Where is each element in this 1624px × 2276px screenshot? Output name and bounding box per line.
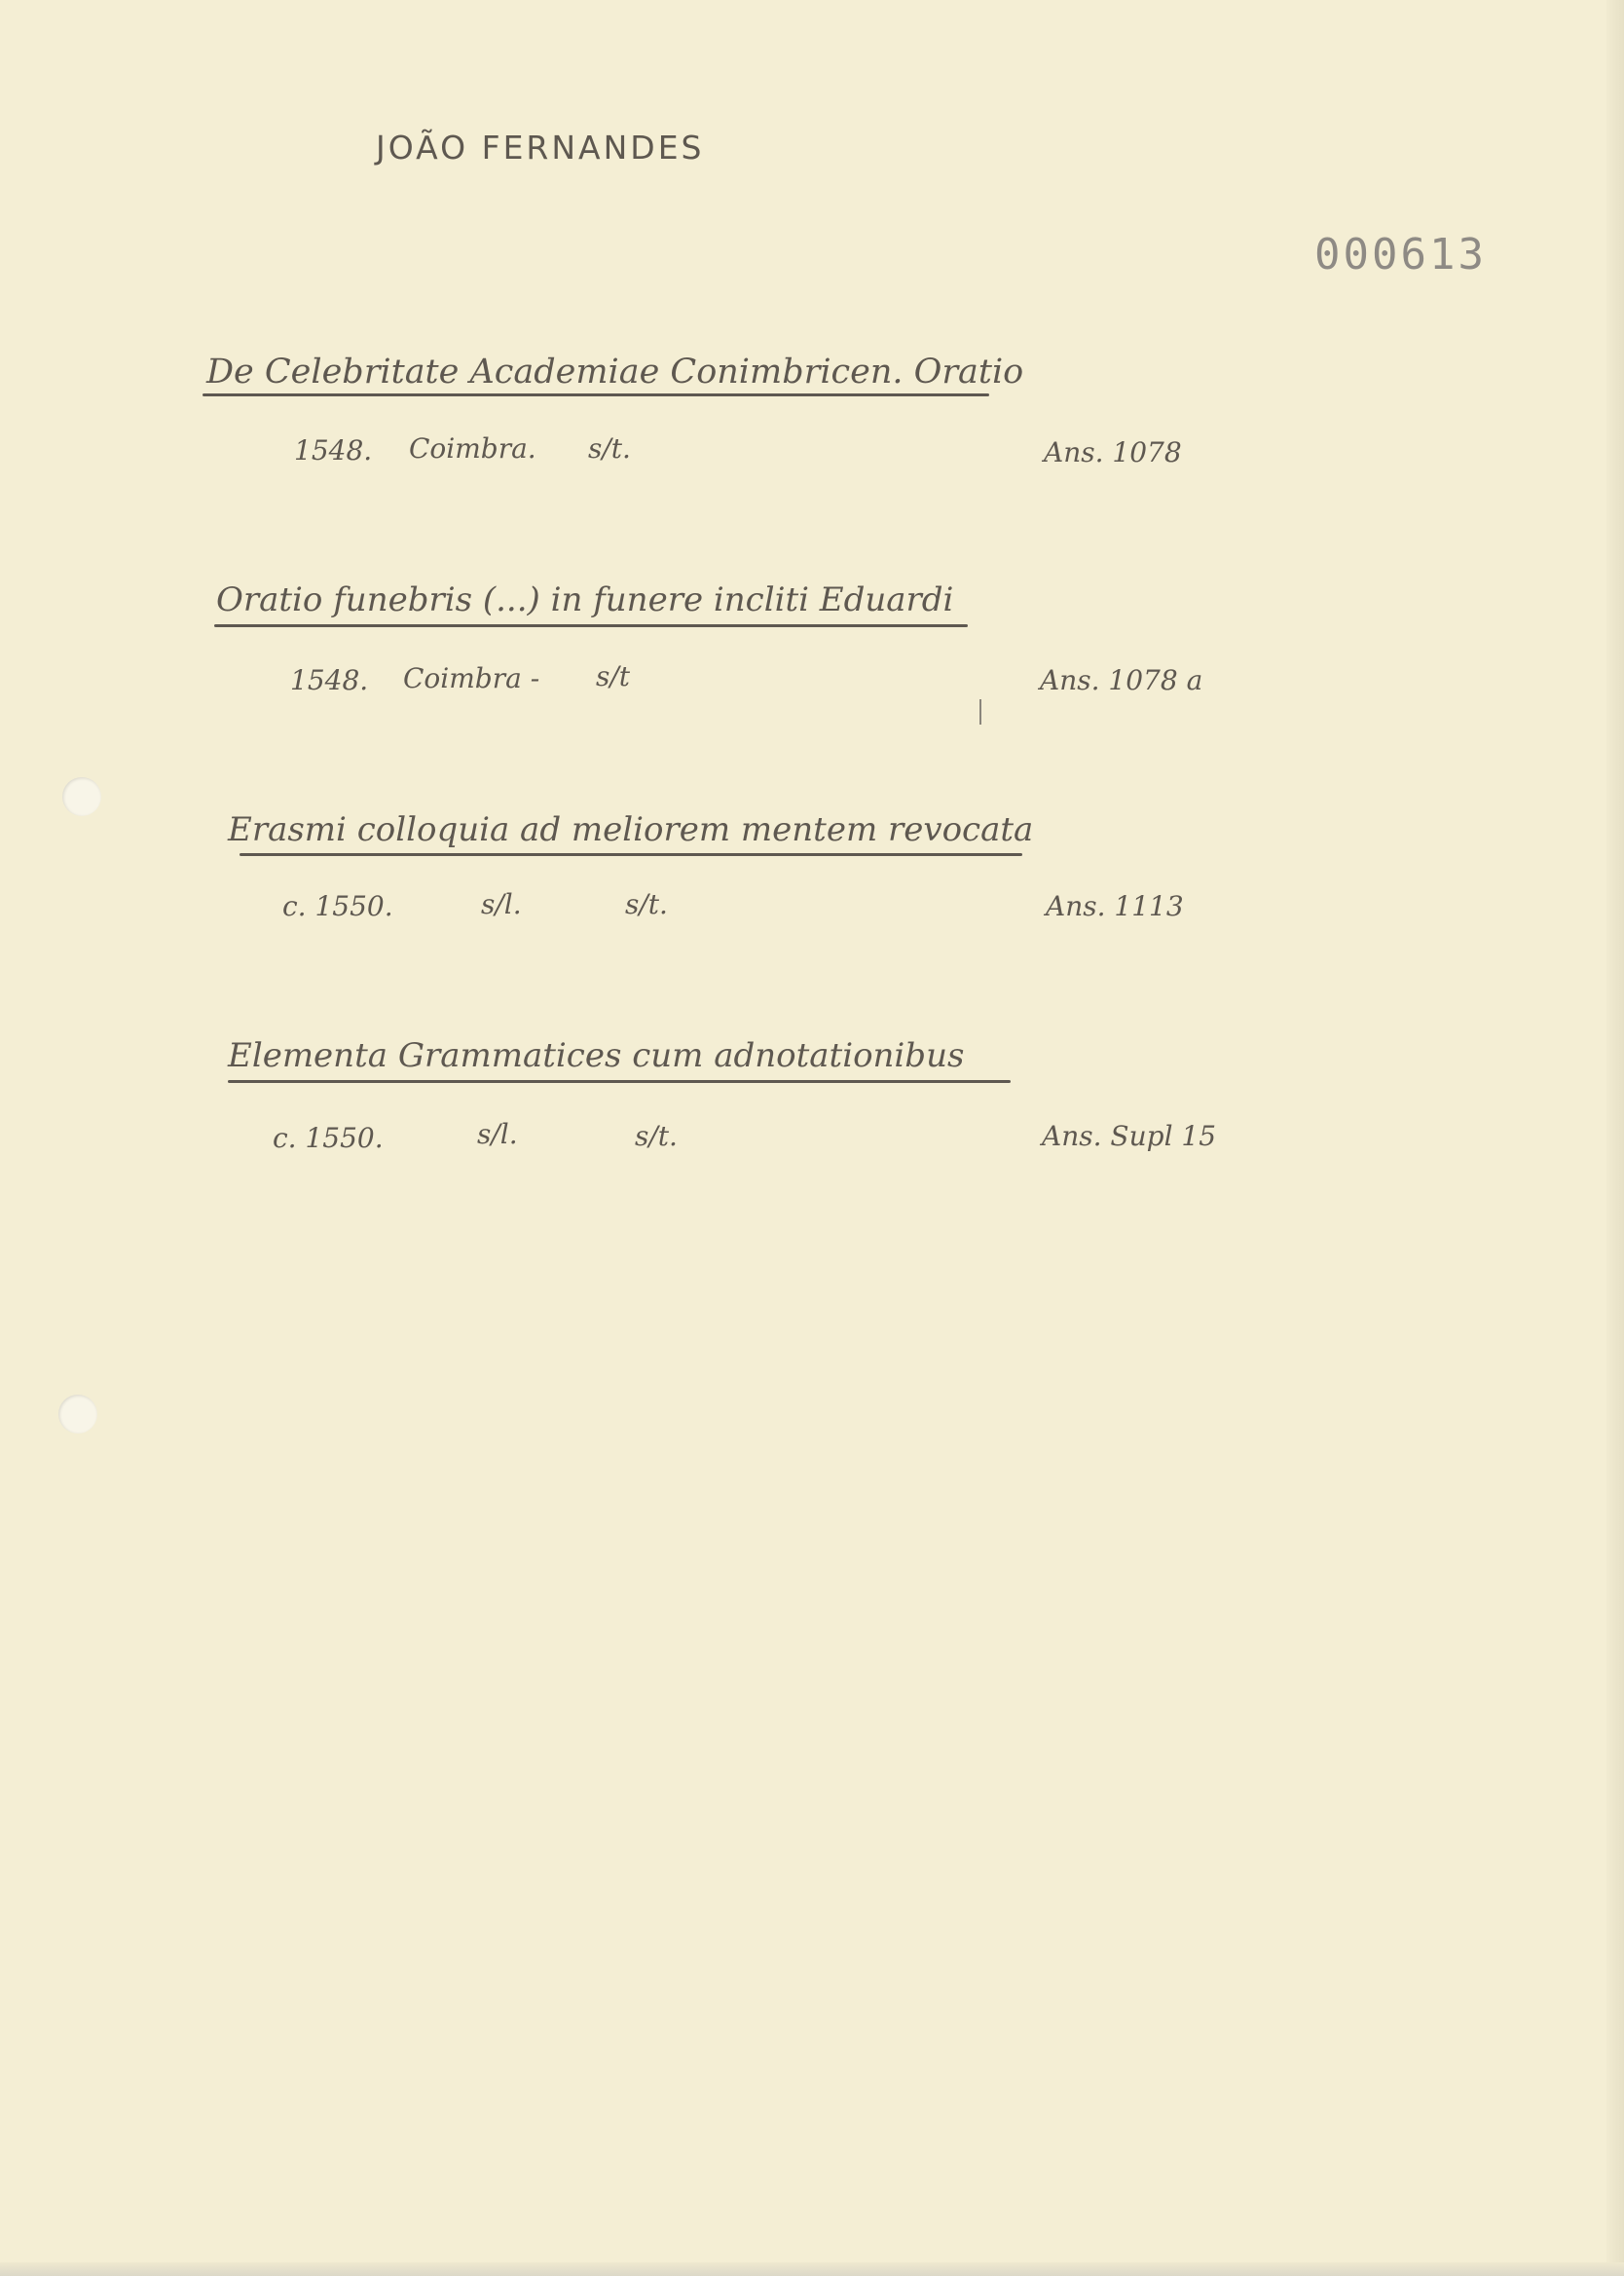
entry-1-date: 1548. <box>294 434 373 466</box>
entry-1-shelfmark: Ans. 1078 <box>1044 436 1182 468</box>
entry-3-place: s/l. <box>481 888 522 920</box>
entry-4-underline <box>228 1080 1011 1083</box>
entry-3-date: c. 1550. <box>282 890 393 922</box>
entry-4-date: c. 1550. <box>273 1122 384 1154</box>
entry-3-underline <box>240 853 1022 856</box>
stray-pencil-mark <box>979 699 981 725</box>
entry-1-place: Coimbra. <box>409 432 536 465</box>
entry-2-shelfmark: Ans. 1078 a <box>1040 664 1203 696</box>
card-right-edge <box>1606 0 1624 2276</box>
entry-2-date: 1548. <box>290 664 369 696</box>
stamp-number: 000613 <box>1314 230 1487 280</box>
entry-4-place: s/l. <box>477 1118 518 1150</box>
entry-2-place: Coimbra - <box>403 662 540 694</box>
entry-4-title: Elementa Grammatices cum adnotationibus <box>228 1036 965 1075</box>
entry-3-shelfmark: Ans. 1113 <box>1046 890 1184 922</box>
entry-4-printer: s/t. <box>635 1120 678 1152</box>
punch-hole-bottom <box>58 1395 97 1434</box>
entry-1-printer: s/t. <box>588 432 631 465</box>
entry-2-printer: s/t <box>596 660 631 692</box>
entry-1-title: De Celebritate Academiae Conimbricen. Oratio <box>206 353 1024 392</box>
entry-4-shelfmark: Ans. Supl 15 <box>1042 1120 1217 1152</box>
entry-1-underline <box>203 393 989 396</box>
entry-2-title: Oratio funebris (...) in funere incliti Eduardi <box>216 580 954 619</box>
card-bottom-edge <box>0 2262 1624 2276</box>
entry-2-underline <box>214 624 968 627</box>
author-name: JOÃO FERNANDES <box>376 129 705 167</box>
entry-3-title: Erasmi colloquia ad meliorem mentem revocata <box>228 810 1034 849</box>
punch-hole-top <box>62 777 101 816</box>
entry-3-printer: s/t. <box>625 888 668 920</box>
